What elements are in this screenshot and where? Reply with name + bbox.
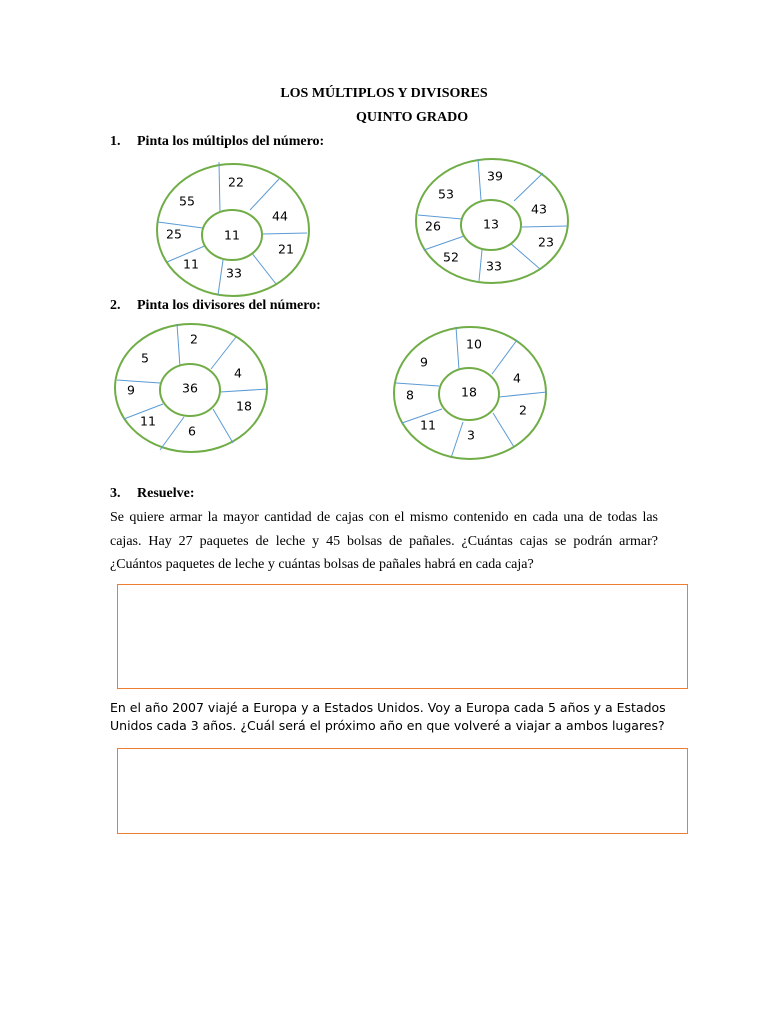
answer-box-2[interactable] [117, 748, 688, 834]
wheel-segment-number: 9 [127, 382, 135, 398]
question-2-heading [110, 298, 321, 314]
wheel-segment-number: 6 [188, 423, 196, 439]
wheel-segment-number: 11 [183, 256, 199, 272]
divider [117, 380, 160, 383]
divider [250, 179, 279, 210]
wheel-segment-number: 2 [519, 402, 527, 418]
wheel-segment-number: 2 [190, 331, 198, 347]
divider [396, 383, 439, 386]
wheel-segment-number: 25 [166, 226, 182, 242]
wheel-segment-number: 53 [438, 186, 454, 202]
divider [251, 252, 276, 284]
question-1-label: Pinta los múltiplos del número: [137, 134, 325, 149]
question-1-heading [110, 134, 324, 150]
problem-1-text: Se quiere armar la mayor cantidad de cajas con el mismo contenido en cada una de todas las cajas. Hay 27 paquetes de leche y 45 bolsas de pañales. ¿Cuántas cajas se podrán armar? ¿Cuántos paquetes de leche y cuántas bolsas de pañales habrá en cada caja? [110, 510, 658, 572]
question-3-label: Resuelve: [137, 486, 195, 501]
wheel-segment-number: 21 [278, 241, 294, 257]
divider [493, 413, 514, 447]
question-2-number: 2. [110, 298, 121, 313]
divider [492, 340, 517, 374]
divider [213, 409, 233, 443]
divider [514, 173, 543, 201]
divider [424, 235, 467, 250]
wheel-center-number: 18 [461, 384, 477, 400]
divider [479, 250, 482, 281]
wheel-segment-number: 11 [140, 413, 156, 429]
wheel-segment-number: 52 [443, 249, 459, 265]
divisors-wheel-36 [113, 320, 273, 458]
wheel-segment-number: 3 [467, 427, 475, 443]
wheel-segment-number: 33 [226, 265, 242, 281]
worksheet-title: LOS MÚLTIPLOS Y DIVISORES [280, 86, 488, 101]
divider [451, 422, 463, 458]
wheel-segment-number: 9 [420, 354, 428, 370]
wheel-center-number: 11 [224, 227, 240, 243]
divider [211, 337, 236, 369]
wheel-segment-number: 55 [179, 193, 195, 209]
wheel-segment-number: 11 [420, 417, 436, 433]
divider [510, 243, 540, 269]
wheel-center-number: 36 [182, 380, 198, 396]
wheel-segment-number: 8 [406, 387, 414, 403]
wheel-segment-number: 23 [538, 234, 554, 250]
wheel-segment-number: 5 [141, 350, 149, 366]
wheel-segment-number: 4 [234, 365, 242, 381]
wheel-segment-number: 33 [486, 258, 502, 274]
divider [177, 324, 180, 367]
divider [220, 389, 268, 392]
divider [262, 233, 307, 234]
question-3-number: 3. [110, 486, 121, 501]
divisors-wheel-18 [392, 323, 552, 463]
wheel-segment-number: 39 [487, 168, 503, 184]
question-3-heading [110, 486, 195, 502]
divider [456, 327, 459, 370]
wheel-segment-number: 22 [228, 174, 244, 190]
problem-2-text: En el año 2007 viajé a Europa y a Estados Unidos. Voy a Europa cada 5 años y a Estados Unidos cada 3 años. ¿Cuál será el próximo año en que volveré a viajar a ambos lugares? [110, 700, 666, 733]
wheel-segment-number: 4 [513, 370, 521, 386]
divider [478, 159, 481, 200]
divider [499, 392, 547, 397]
wheel-center-number: 13 [483, 216, 499, 232]
question-1-number: 1. [110, 134, 121, 149]
wheel-segment-number: 18 [236, 398, 252, 414]
wheel-segment-number: 44 [272, 208, 288, 224]
divider [160, 417, 184, 450]
divider [522, 226, 568, 227]
grade-label: QUINTO GRADO [356, 110, 469, 125]
question-2-label: Pinta los divisores del número: [137, 298, 321, 313]
divider [218, 260, 223, 295]
wheel-segment-number: 43 [531, 201, 547, 217]
wheel-segment-number: 26 [425, 218, 441, 234]
multiples-wheel-13 [414, 155, 574, 290]
wheel-segment-number: 10 [466, 336, 482, 352]
divider [219, 162, 220, 213]
answer-box-1[interactable] [117, 584, 688, 689]
multiples-wheel-11 [155, 158, 315, 300]
